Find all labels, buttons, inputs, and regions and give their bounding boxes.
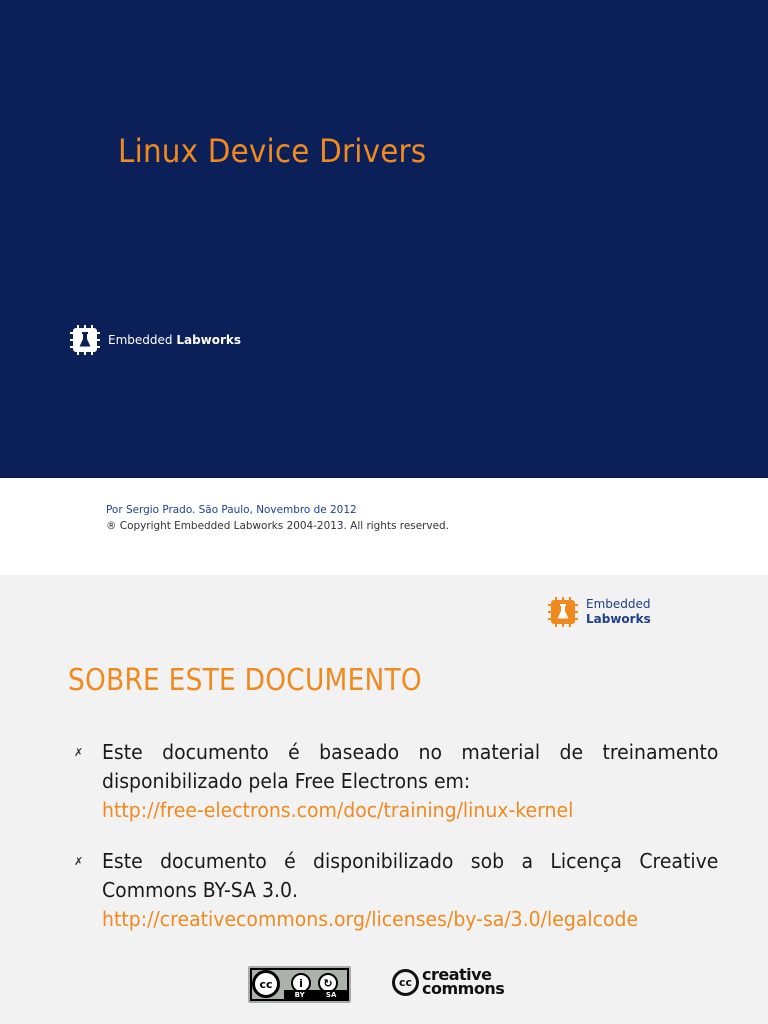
- logo-word-labworks: Labworks: [176, 333, 242, 347]
- bullet-text: Este documento é baseado no material de treinamento disponibilizado pela Free Electrons em:: [102, 740, 719, 793]
- attribution-icon: i: [291, 973, 311, 993]
- bullet-icon: ✗: [74, 855, 84, 868]
- slide-heading: SOBRE ESTE DOCUMENTO: [68, 663, 422, 698]
- license-link[interactable]: http://creativecommons.org/licenses/by-sa/3.0/legalcode: [102, 907, 639, 931]
- embedded-labworks-logo-orange: [548, 597, 651, 627]
- logo-wordmark: [108, 333, 241, 347]
- about-slide: [0, 575, 768, 1024]
- cc-word-commons: commons: [422, 979, 505, 998]
- logo-word-embedded: Embedded: [108, 333, 173, 347]
- share-alike-icon: ↻: [318, 973, 338, 993]
- title-slide: [0, 0, 768, 478]
- logo-word-labworks: Labworks: [586, 612, 651, 626]
- logo-word-embedded: Embedded: [586, 597, 651, 611]
- creative-commons-logo: [392, 965, 505, 998]
- author-line: Por Sergio Prado. São Paulo, Novembro de 2012: [106, 503, 357, 516]
- badge-sa-label: SA: [325, 990, 337, 999]
- training-material-link[interactable]: http://free-electrons.com/doc/training/linux-kernel: [102, 798, 574, 822]
- logo-wordmark: [586, 597, 651, 627]
- bullet-icon: ✗: [74, 746, 84, 759]
- bullet-text: Este documento é disponibilizado sob a Licença Creative Commons BY-SA 3.0.: [102, 849, 719, 902]
- cc-by-sa-badge[interactable]: [248, 966, 351, 1003]
- cc-ring-icon: cc: [392, 969, 419, 996]
- list-item: [70, 847, 720, 934]
- copyright-line: ® Copyright Embedded Labworks 2004-2013. All rights reserved.: [106, 519, 450, 532]
- embedded-labworks-logo: [70, 325, 241, 355]
- credits: [106, 502, 449, 534]
- cc-word-creative: creative: [422, 965, 492, 984]
- chip-flask-icon: [70, 325, 100, 355]
- badge-by-label: BY: [294, 990, 305, 999]
- bullet-list: [70, 738, 720, 956]
- presentation-title: Linux Device Drivers: [118, 132, 427, 170]
- chip-flask-icon: [548, 597, 578, 627]
- cc-icon: cc: [252, 970, 280, 998]
- list-item: [70, 738, 720, 825]
